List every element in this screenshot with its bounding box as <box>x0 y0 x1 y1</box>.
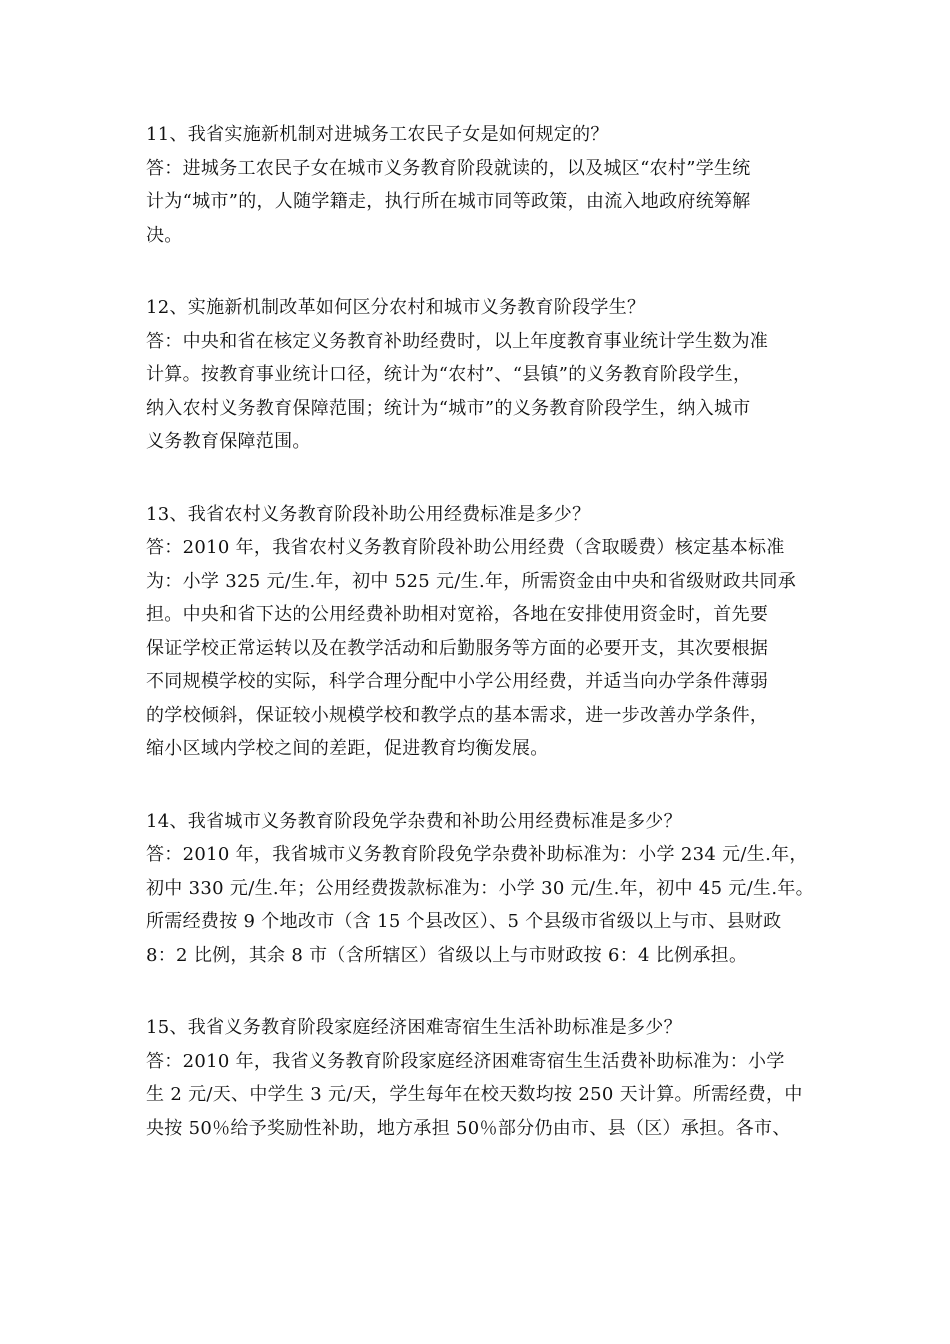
answer-line: 所需经费按 9 个地改市（含 15 个县改区）、5 个县级市省级以上与市、县财政 <box>146 911 782 932</box>
answer-line: 担。中央和省下达的公用经费补助相对宽裕，各地在安排使用资金时，首先要 <box>146 604 769 625</box>
answer-line: 义务教育保障范围。 <box>146 431 311 452</box>
answer-line: 8：2 比例，其余 8 市（含所辖区）省级以上与市财政按 6：4 比例承担。 <box>146 944 748 966</box>
answer-line: 为：小学 325 元/生.年，初中 525 元/生.年，所需资金由中央和省级财政共同承 <box>146 570 797 592</box>
answer-line: 答：2010 年，我省城市义务教育阶段免学杂费补助标准为：小学 234 元/生.年， <box>146 844 808 865</box>
answer-15 <box>146 1045 824 1146</box>
answer-line: 纳入农村义务教育保障范围；统计为“城市”的义务教育阶段学生，纳入城市 <box>146 397 751 419</box>
qa-section-11 <box>146 118 824 252</box>
answer-line: 答：中央和省在核定义务教育补助经费时，以上年度教育事业统计学生数为准 <box>146 330 769 352</box>
question-line: 15、我省义务教育阶段家庭经济困难寄宿生生活补助标准是多少？ <box>146 1017 682 1038</box>
question-15 <box>146 1011 824 1045</box>
answer-line: 计算。按教育事业统计口径，统计为“农村”、“县镇”的义务教育阶段学生， <box>146 364 752 385</box>
answer-line: 答：进城务工农民子女在城市义务教育阶段就读的，以及城区“农村”学生统 <box>146 157 751 179</box>
answer-line: 初中 330 元/生.年；公用经费拨款标准为：小学 30 元/生.年，初中 45 元/生.年。 <box>146 877 814 899</box>
qa-section-15 <box>146 1011 824 1145</box>
answer-11 <box>146 152 824 253</box>
qa-section-12 <box>146 291 824 459</box>
qa-section-14 <box>146 805 824 973</box>
answer-line: 的学校倾斜，保证较小规模学校和教学点的基本需求，进一步改善办学条件， <box>146 704 769 726</box>
answer-13 <box>146 531 824 766</box>
answer-line: 答：2010 年，我省农村义务教育阶段补助公用经费（含取暖费）核定基本标准 <box>146 537 785 558</box>
question-11 <box>146 118 824 152</box>
question-line: 11、我省实施新机制对进城务工农民子女是如何规定的？ <box>146 124 609 145</box>
answer-line: 缩小区域内学校之间的差距，促进教育均衡发展。 <box>146 738 549 759</box>
question-line: 12、实施新机制改革如何区分农村和城市义务教育阶段学生？ <box>146 297 646 318</box>
answer-line: 答：2010 年，我省义务教育阶段家庭经济困难寄宿生生活费补助标准为：小学 <box>146 1050 785 1072</box>
answer-line: 不同规模学校的实际，科学合理分配中小学公用经费，并适当向办学条件薄弱 <box>146 671 769 692</box>
question-13 <box>146 498 824 532</box>
question-line: 13、我省农村义务教育阶段补助公用经费标准是多少？ <box>146 503 591 525</box>
qa-section-13 <box>146 498 824 766</box>
question-line: 14、我省城市义务教育阶段免学杂费和补助公用经费标准是多少？ <box>146 810 682 832</box>
answer-12 <box>146 325 824 459</box>
document-body <box>146 118 824 1184</box>
answer-14 <box>146 838 824 972</box>
answer-line: 央按 50％给予奖励性补助，地方承担 50％部分仍由市、县（区）承担。各市、 <box>146 1117 791 1139</box>
answer-line: 决。 <box>146 224 183 246</box>
question-12 <box>146 291 824 325</box>
question-14 <box>146 805 824 839</box>
answer-line: 保证学校正常运转以及在教学活动和后勤服务等方面的必要开支，其次要根据 <box>146 637 769 659</box>
answer-line: 生 2 元/天、中学生 3 元/天，学生每年在校天数均按 250 天计算。所需经费，中 <box>146 1084 803 1105</box>
answer-line: 计为“城市”的，人随学籍走，执行所在城市同等政策，由流入地政府统筹解 <box>146 191 751 212</box>
